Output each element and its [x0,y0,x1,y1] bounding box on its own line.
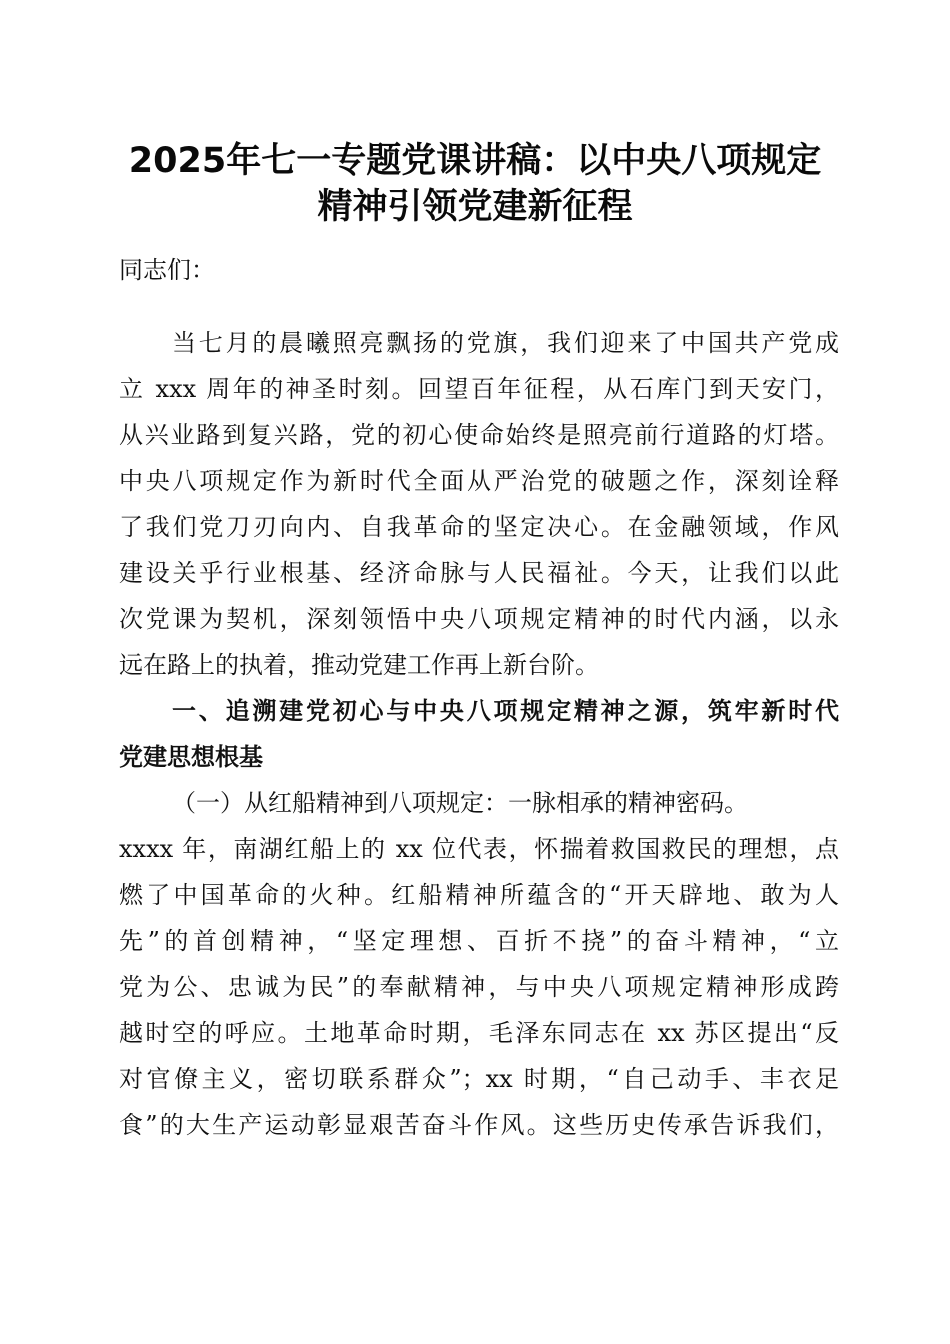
section-heading-line: 一、追溯建党初心与中央八项规定精神之源，筑牢新时代 [172,697,839,725]
intro-line: 建设关乎行业根基、经济命脉与人民福祉。今天，让我们以此 [119,559,839,587]
intro-line: 中央八项规定作为新时代全面从严治党的破题之作，深刻诠释 [119,467,839,495]
body-line: 先”的首创精神，“坚定理想、百折不挠”的奋斗精神，“立 [119,927,839,955]
section-heading-line: 党建思想根基 [119,743,263,771]
document-title-line-2: 精神引领党建新征程 [317,187,633,227]
body-line: 党为公、忠诚为民”的奉献精神，与中央八项规定精神形成跨 [119,973,839,1001]
salutation: 同志们： [119,256,215,284]
intro-line: 远在路上的执着，推动党建工作再上新台阶。 [119,651,599,679]
body-line: 越时空的呼应。土地革命时期，毛泽东同志在 xx 苏区提出“反 [119,1019,839,1047]
body-line: 食”的大生产运动彰显艰苦奋斗作风。这些历史传承告诉我们， [119,1111,839,1139]
intro-line: 从兴业路到复兴路，党的初心使命始终是照亮前行道路的灯塔。 [119,421,839,449]
intro-line: 了我们党刀刃向内、自我革命的坚定决心。在金融领域，作风 [119,513,839,541]
body-line: 燃了中国革命的火种。红船精神所蕴含的“开天辟地、敢为人 [119,881,839,909]
body-line: 对官僚主义，密切联系群众”；xx 时期，“自己动手、丰衣足 [119,1065,839,1093]
intro-line: 次党课为契机，深刻领悟中央八项规定精神的时代内涵，以永 [119,605,839,633]
intro-line: 立 xxx 周年的神圣时刻。回望百年征程，从石库门到天安门， [119,375,839,403]
intro-line: 当七月的晨曦照亮飘扬的党旗，我们迎来了中国共产党成 [172,329,839,357]
subsection-heading: （一）从红船精神到八项规定：一脉相承的精神密码。 [172,789,748,817]
body-line: xxxx 年，南湖红船上的 xx 位代表，怀揣着救国救民的理想，点 [119,835,839,863]
document-title-line-1: 2025年七一专题党课讲稿：以中央八项规定 [128,141,822,181]
